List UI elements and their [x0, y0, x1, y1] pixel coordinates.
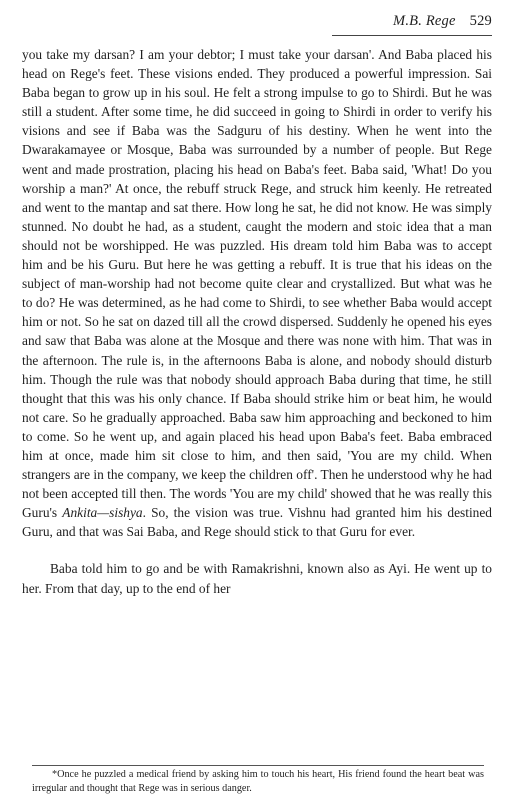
running-head-rule: [332, 35, 492, 36]
footnote: *Once he puzzled a medical friend by asking him to touch his heart, His friend found the heart beat was irregular and thought that Rege was in serious danger.: [32, 769, 484, 794]
running-head-author: M.B. Rege: [393, 13, 456, 29]
page-number: 529: [469, 13, 492, 29]
paragraph-1-italic-term: Ankita—sishya: [62, 505, 143, 521]
paragraph-2-text: Baba told him to go and be with Ramakrishni, known also as Ayi. He went up to her. From that day, up to the end of her: [22, 561, 492, 596]
running-head: [192, 13, 492, 30]
footnote-rule: [32, 765, 484, 766]
paragraph-2: [22, 559, 492, 597]
body-text: [22, 45, 492, 598]
paragraph-1-text-continued: . So, the vision was true. Vishnu had granted him his destined Guru, and that was Sai Baba, and Rege should stick to that Guru for ever.: [22, 505, 492, 540]
paragraph-1-text: you take my darsan? I am your debtor; I must take your darsan'. And Baba placed his head on Rege's feet. These visions ended. They produced a powerful impression. Sai Baba began to grow up in his soul. He felt a strong impulse to go to Shirdi. But he was still a student. After some time, he did succeed in going to Shirdi in order to verify his visions and see if Baba was the Sadguru of his destiny. When he went into the Dwarakamayee or Mosque, Baba was surrounded by a number of people. But Rege went and made prostration, placing his head on Baba's feet. Baba said, 'What! Do you worship a man?' At once, the rebuff struck Rege, and struck him keenly. He retreated and went to the mantap and sat there. How long he sat, he did not know. He was simply stunned. No doubt he had, as a student, caught the modern and stoic idea that a man should not be worshipped. He was puzzled. His dream told him Baba was to accept him and be his Guru. But here he was getting a rebuff. It is true that his ideas on the subject of man-worship had not become quite clear and crystallized. But what was he to do? He was determined, as he had come to Shirdi, to see whether Baba would accept him or not. So he sat on dazed till all the crowd dispersed. Suddenly he opened his eyes and saw that Baba was alone at the Mosque and there was none with him. That was in the afternoon. The rule is, in the afternoons Baba is alone, and nobody should disturb him. Though the rule was that nobody should approach Baba during that time, he still thought that this was his only chance. If Baba should strike him or beat him, he would not care. So he gradually approached. Baba saw him approaching and beckoned to him to come. So he went up, and again placed his head upon Baba's feet. Baba embraced him at once, made him sit close to him, and then said, 'You are my child. When strangers are in the company, we keep the children off'. Then he understood why he had not been accepted till then. The words 'You are my child' showed that he was really this Guru's: [22, 47, 492, 521]
paragraph-1: [22, 45, 492, 541]
